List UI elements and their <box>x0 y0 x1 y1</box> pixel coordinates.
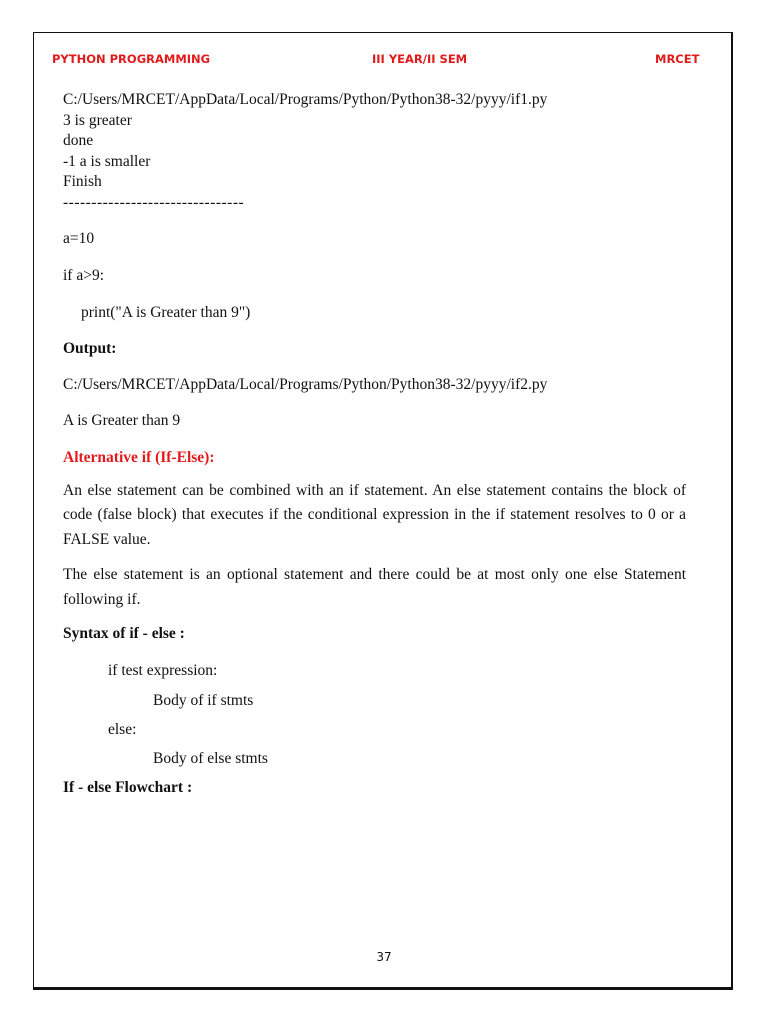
code-line-print: print("A is Greater than 9") <box>81 303 251 321</box>
page-content <box>63 90 686 799</box>
code-line-if: if a>9: <box>63 266 105 284</box>
output1-line: 3 is greater <box>63 111 132 129</box>
output2-path: C:/Users/MRCET/AppData/Local/Programs/Python/Python38-32/pyyy/if2.py <box>63 375 548 393</box>
syntax-line-if-body: Body of if stmts <box>153 692 254 709</box>
code-line-assign: a=10 <box>63 229 95 247</box>
output1-line: Finish <box>63 173 102 190</box>
syntax-line-else: else: <box>108 721 137 738</box>
output1-path: C:/Users/MRCET/AppData/Local/Programs/Python/Python38-32/pyyy/if1.py <box>63 91 548 108</box>
paragraph-else-optional: The else statement is an optional statement and there could be at most only one else Statement following if. <box>63 566 686 608</box>
output1-line: -1 a is smaller <box>63 152 151 170</box>
output-label: Output: <box>63 339 117 357</box>
page-number: 37 <box>376 950 392 964</box>
header-course-title: PYTHON PROGRAMMING <box>52 52 211 66</box>
header-institution: MRCET <box>655 52 700 66</box>
flowchart-heading: If - else Flowchart : <box>63 779 193 796</box>
paragraph-else-description: An else statement can be combined with an if statement. An else statement contains the block of code (false block) that executes if the conditional expression in the if statement resolves to 0 or a FALSE value. <box>63 481 686 548</box>
syntax-line-else-body: Body of else stmts <box>153 750 268 767</box>
header-year-sem: III YEAR/II SEM <box>372 52 468 66</box>
syntax-heading: Syntax of if - else : <box>63 625 185 642</box>
syntax-line-if: if test expression: <box>108 662 218 679</box>
output2-result: A is Greater than 9 <box>63 411 181 429</box>
separator-line: -------------------------------- <box>63 193 245 211</box>
section-heading: Alternative if (If-Else): <box>63 448 215 466</box>
output1-line: done <box>63 132 94 149</box>
